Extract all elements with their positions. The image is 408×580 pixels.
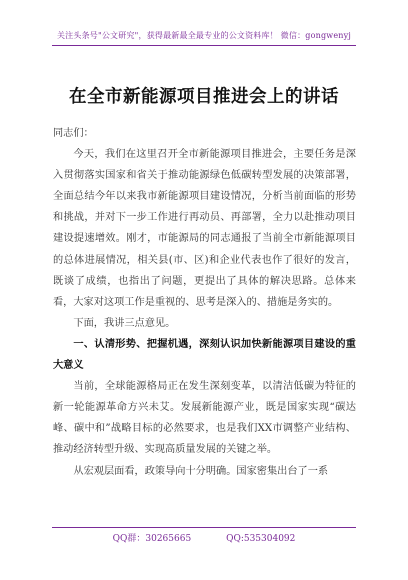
footer-qq-contact: QQ:535304092	[226, 534, 296, 544]
document-body	[53, 120, 356, 482]
footer-divider	[52, 527, 356, 528]
header-note: 关注头条号"公文研究"，获得最新最全最专业的公文资料库！ 微信：gongwenyj	[56, 31, 352, 40]
document-title: 在全市新能源项目推进会上的讲话	[69, 87, 339, 107]
paragraph-transition: 下面，我讲三点意见。	[73, 317, 176, 329]
paragraph-policy: 从宏观层面看，政策导向十分明确。国家密集出台了一系	[73, 465, 329, 477]
header-divider	[52, 45, 356, 46]
footer	[0, 531, 408, 544]
footer-qq-group: QQ群：30265665	[112, 534, 192, 544]
paragraph-context: 当前，全球能源格局正在发生深刻变革，以清洁低碳为特征的新一轮能源革命方兴未艾。发展新能源产业，既是国家实现“碳达峰、碳中和”战略目标的必然要求，也是我们XX市调整产业结构、推动经济转型升级、实现高质量发展的关键之举。	[53, 381, 356, 456]
section-heading-1: 一、认清形势、把握机遇，深刻认识加快新能源项目建设的重大意义	[53, 337, 356, 372]
paragraph-intro: 今天，我们在这里召开全市新能源项目推进会，主要任务是深入贯彻落实国家和省关于推动能源绿色低碳转型发展的决策部署，全面总结今年以来我市新能源项目建设情况，分析当前面临的形势和挑战，并对下一步工作进行再动员、再部署，全力以赴推动项目建设提速增效。刚才，市能源局的同志通报了当前全市新能源项目的总体进展情况，相关县(市、区)和企业代表也作了很好的发言，既谈了成绩，也指出了问题，更提出了具体的解决思路。总体来看，大家对这项工作是重视的、思考是深入的、措施是务实的。	[53, 149, 356, 308]
salutation: 同志们：	[53, 128, 94, 139]
